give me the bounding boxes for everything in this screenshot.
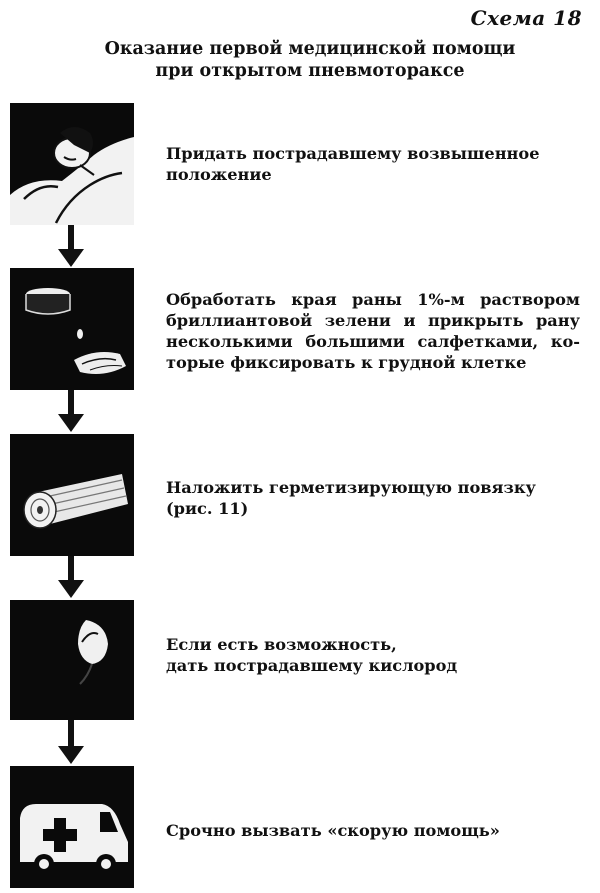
arrow-down-icon xyxy=(54,556,88,600)
step-2-line: торые фиксировать к грудной клетке xyxy=(166,353,527,372)
step-5-image xyxy=(10,766,134,888)
step-4-image xyxy=(10,600,134,720)
step-4-line: дать пострадавшему кислород xyxy=(166,656,458,675)
step-4-text xyxy=(166,634,584,676)
arrow-down-icon xyxy=(54,720,88,766)
antiseptic-and-napkins-icon xyxy=(10,268,134,390)
step-1-image xyxy=(10,103,134,225)
title-line-1: Оказание первой медицинской помощи xyxy=(104,39,516,59)
arrow-down-icon xyxy=(54,390,88,434)
step-5-text xyxy=(166,820,584,841)
step-2-text xyxy=(166,289,580,373)
step-2-line: Обработать края раны 1%-м раствором xyxy=(166,290,580,309)
patient-lying-icon xyxy=(10,103,134,225)
step-2-image xyxy=(10,268,134,390)
step-3-image xyxy=(10,434,134,556)
step-5-line: Срочно вызвать «скорую помощь» xyxy=(166,821,500,840)
step-1-text xyxy=(166,143,584,185)
step-2-line: бриллиантовой зелени и прикрыть рану xyxy=(166,311,580,330)
step-3-text xyxy=(166,477,584,519)
page-title xyxy=(40,38,580,82)
step-1-line: положение xyxy=(166,165,272,184)
scheme-label: Схема 18 xyxy=(470,6,582,30)
arrow-down-icon xyxy=(54,225,88,269)
step-1-line: Придать пострадавшему возвышенное xyxy=(166,144,540,163)
step-4-line: Если есть возможность, xyxy=(166,635,397,654)
step-2-line: несколькими большими салфетками, ко- xyxy=(166,332,580,351)
ambulance-icon xyxy=(10,766,134,888)
bandage-roll-icon xyxy=(10,434,134,556)
step-3-line: (рис. 11) xyxy=(166,499,249,518)
oxygen-mask-icon xyxy=(10,600,134,720)
step-3-line: Наложить герметизирующую повязку xyxy=(166,478,536,497)
title-line-2: при открытом пневмотораксе xyxy=(155,61,465,81)
